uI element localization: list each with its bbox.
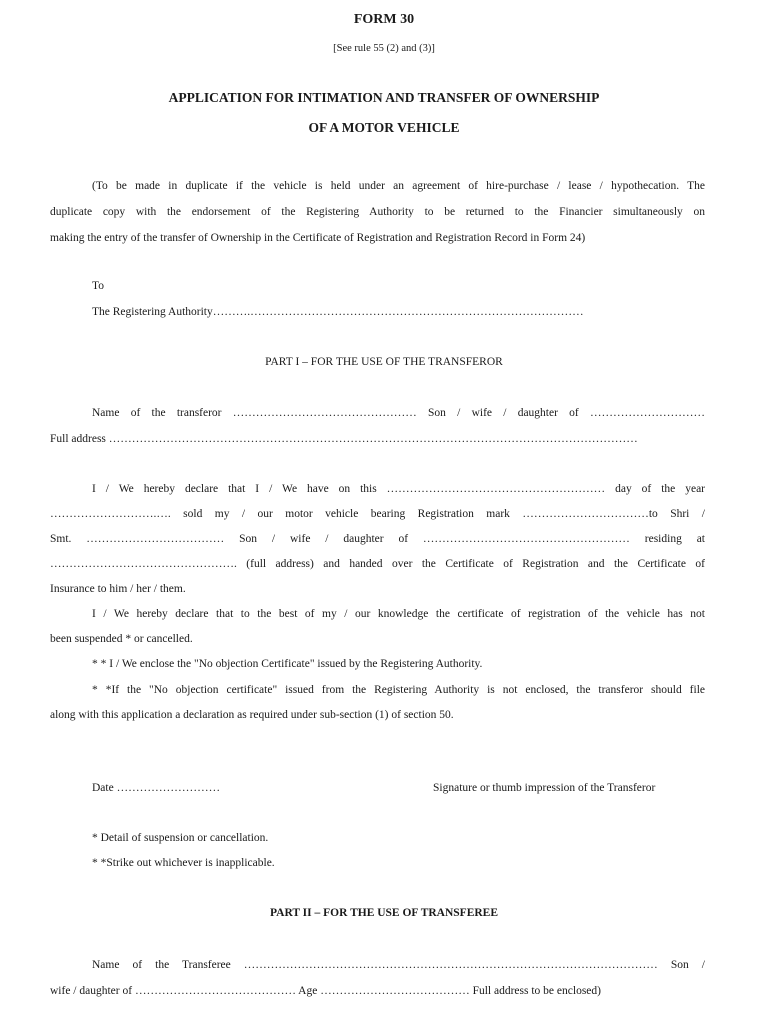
instructions-line1: (To be made in duplicate if the vehicle is held under an agreement of hire-purchase / lease / hypothecation. The	[92, 180, 705, 192]
declaration-line3: Smt. ……………………………… Son / wife / daughter of ……………………………………………… residing at	[50, 533, 705, 545]
registering-authority-line: The Registering Authority……….……………………………………………………………………………	[92, 306, 584, 318]
transferee-details-line: wife / daughter of …………………………………… Age ………………………………… Full address to be enclosed)	[50, 985, 601, 997]
part1-heading: PART I – FOR THE USE OF THE TRANSFEROR	[265, 356, 503, 368]
noc-enclose-line: * * I / We enclose the "No objection Certificate" issued by the Registering Authority.	[92, 658, 483, 670]
noc-not-enclosed-line2: along with this application a declaration as required under sub-section (1) of section 50.	[50, 709, 454, 721]
suspension-line2: been suspended * or cancelled.	[50, 633, 193, 645]
date-field: Date ………………………	[92, 782, 221, 794]
part2-heading: PART II – FOR THE USE OF TRANSFEREE	[269, 907, 499, 919]
address-to: To	[92, 280, 104, 292]
form-number: FORM 30	[353, 12, 415, 27]
form-title-line1: APPLICATION FOR INTIMATION AND TRANSFER OF OWNERSHIP	[168, 90, 600, 105]
declaration-line1: I / We hereby declare that I / We have on this ………………………………………………… day of the year	[92, 483, 705, 495]
declaration-line2: ……………………….…. sold my / our motor vehicle bearing Registration mark ……………………………to Shri /	[50, 508, 705, 520]
form-title-line2: OF A MOTOR VEHICLE	[308, 120, 460, 135]
rule-reference: [See rule 55 (2) and (3)]	[333, 43, 435, 54]
transferee-name-line: Name of the Transferee ……………………………………………………………………………………………… Son /	[92, 959, 705, 971]
transferor-name-line: Name of the transferor ………………………………………… Son / wife / daughter of …………………………	[92, 407, 705, 419]
transferor-address-line: Full address …………………………………………………………………………………………………………………………	[50, 433, 638, 445]
instructions-line2: duplicate copy with the endorsement of the Registering Authority to be returned to the Financier simultaneously on	[50, 206, 705, 218]
declaration-line5: Insurance to him / her / them.	[50, 583, 186, 595]
suspension-line1: I / We hereby declare that to the best of my / our knowledge the certificate of registration of the vehicle has not	[92, 608, 705, 620]
instructions-line3: making the entry of the transfer of Ownership in the Certificate of Registration and Registration Record in Form 24)	[50, 232, 586, 244]
footnote-suspension: * Detail of suspension or cancellation.	[92, 832, 269, 844]
footnote-strike-out: * *Strike out whichever is inapplicable.	[92, 857, 275, 869]
noc-not-enclosed-line1: * *If the "No objection certificate" issued from the Registering Authority is not enclosed, the transferor should file	[92, 684, 705, 696]
transferor-signature: Signature or thumb impression of the Transferor	[433, 782, 656, 794]
declaration-line4: …………………………………………. (full address) and handed over the Certificate of Registration and the Certificate of	[50, 558, 705, 570]
